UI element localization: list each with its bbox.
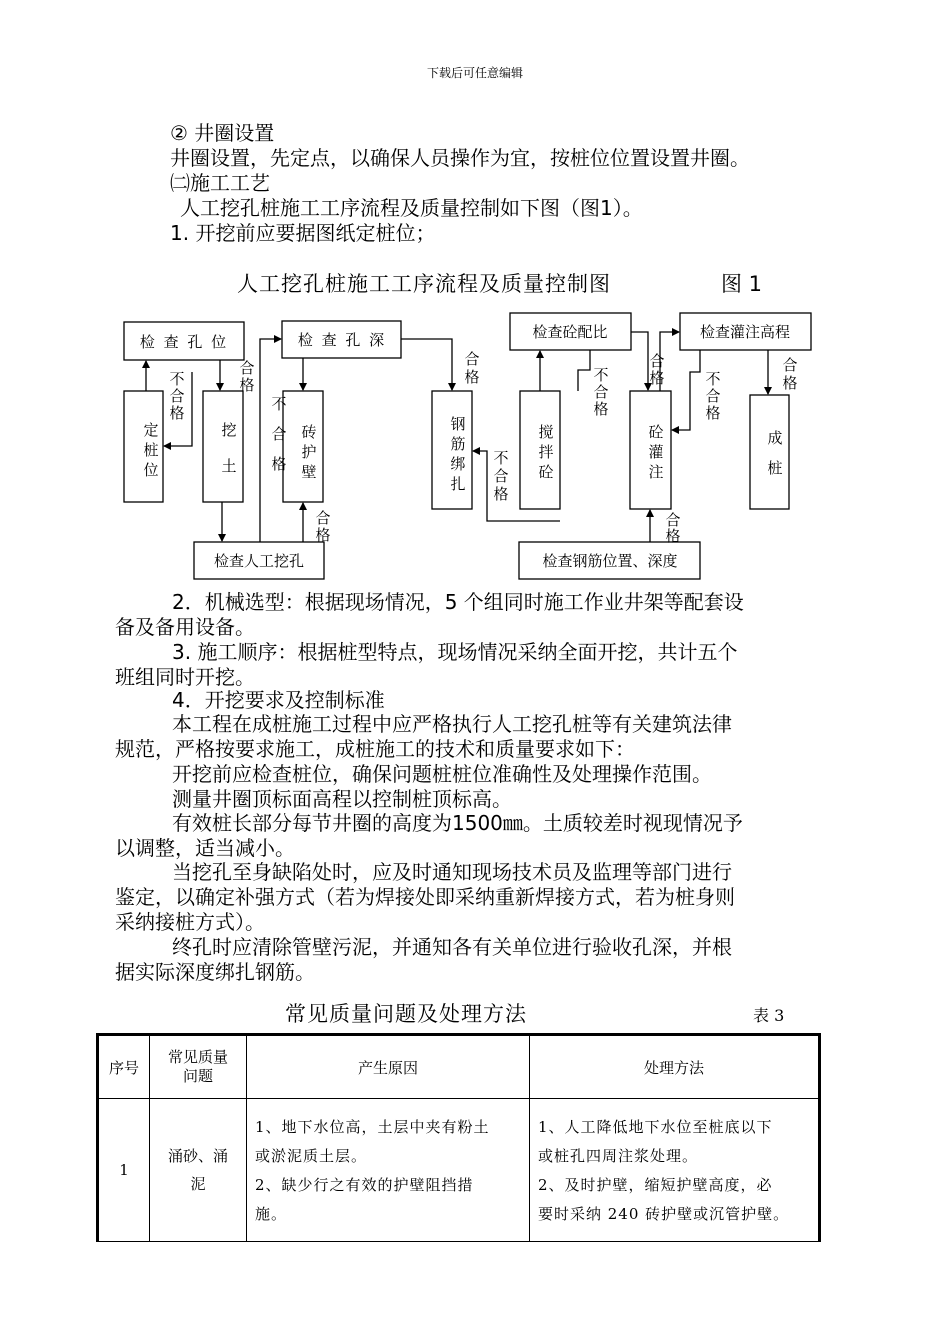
text-wall-1: 砖 (301, 423, 317, 441)
arrow-depth-pass-to-rebar (401, 339, 452, 390)
box-mix-concrete (520, 391, 560, 509)
arrow-rebar-check-fail-to-rebar (473, 451, 560, 521)
cell-solution-line3: 2、及时护壁，缩短护壁高度，必 (538, 1176, 773, 1194)
text-check-rebar-position: 检查钢筋位置、深度 (542, 552, 678, 570)
para-machine-selection-cont: 备及备用设备。 (115, 615, 255, 639)
cell-cause-line2: 或淤泥质土层。 (255, 1147, 368, 1165)
text-check-hole-depth: 检 查 孔 深 (297, 331, 387, 349)
para-machine-selection: 2．机械选型：根据现场情况，5 个组同时施工作业井架等配套设 (172, 590, 744, 614)
table-row (98, 1099, 820, 1242)
box-check-rebar-position (519, 542, 700, 579)
para-defect: 当挖孔至身缺陷处时，应及时通知现场技术员及监理等部门进行 (172, 860, 732, 884)
para-construction-order-cont: 班组同时开挖。 (115, 665, 255, 689)
box-dig-soil (203, 391, 243, 502)
label-pass-f-1: 合 (665, 511, 681, 529)
arrow-elev-fail-to-pour (672, 350, 700, 430)
box-check-hole-position (124, 322, 244, 360)
text-dig-1: 挖 (221, 421, 237, 439)
para-excavation-heading: 4．开挖要求及控制标准 (172, 688, 385, 712)
table-header-row (98, 1035, 820, 1099)
box-pour-concrete (630, 391, 671, 509)
label-fail-b-2: 合 (271, 425, 287, 443)
label-fail-a-3: 格 (169, 404, 185, 422)
cell-solution (530, 1099, 820, 1242)
para-process-intro: 人工挖孔桩施工工序流程及质量控制如下图（图1）。 (180, 196, 643, 220)
text-rebar-1: 钢 (450, 415, 466, 433)
label-fail-e-1: 不 (705, 370, 721, 388)
para-step-1: 1. 开挖前应要据图纸定桩位； (170, 221, 436, 245)
arrow-pour-to-check-elev (660, 332, 679, 391)
para-defect-cont2: 采纳接桩方式）。 (115, 910, 265, 934)
text-check-mix-ratio: 检查砼配比 (532, 323, 608, 341)
text-check-manual-hole: 检查人工挖孔 (213, 552, 305, 570)
label-pass-b-1: 合 (315, 509, 331, 527)
header-problem-line2: 问题 (182, 1067, 213, 1085)
header-cause: 产生原因 (247, 1035, 530, 1099)
label-pass-e-1: 合 (782, 356, 798, 374)
box-check-hole-depth (282, 321, 401, 358)
box-check-mix-ratio (510, 313, 631, 350)
table-title: 常见质量问题及处理方法 (285, 1002, 527, 1026)
label-pass-e-2: 格 (782, 374, 798, 392)
para-process-heading: ㈡施工工艺 (170, 171, 270, 195)
para-check-pile: 开挖前应检查桩位，确保问题桩桩位准确性及处理操作范围。 (172, 762, 712, 786)
cell-solution-line4: 要时采纳 240 砖护壁或沉管护壁。 (538, 1205, 790, 1223)
text-finish-1: 成 (767, 429, 783, 447)
para-final-hole: 终孔时应清除管壁污泥，并通知各有关单位进行验收孔深，并根 (172, 935, 732, 959)
text-rebar-2: 筋 (450, 435, 466, 453)
box-check-manual-hole (194, 542, 324, 579)
cell-cause-line4: 施。 (255, 1205, 288, 1223)
label-fail-e-3: 格 (705, 404, 721, 422)
arrow-dig-fail-to-fix (164, 372, 192, 446)
arrow-check-mix-fail-to-mix (578, 350, 590, 391)
para-well-ring-body: 井圈设置，先定点，以确保人员操作为宜，按桩位位置设置井圈。 (170, 146, 750, 170)
text-check-pour-elevation: 检查灌注高程 (699, 323, 791, 341)
text-rebar-3: 绑 (450, 455, 466, 473)
para-construction-order: 3. 施工顺序：根据桩型特点，现场情况采纳全面开挖，共计五个 (172, 640, 738, 664)
label-pass-f-2: 格 (665, 527, 681, 545)
figure-label: 图 1 (721, 272, 763, 296)
header-problem-line1: 常见质量 (167, 1048, 228, 1066)
label-fail-d-1: 不 (593, 366, 609, 384)
cell-problem-line1: 涌砂、涌 (167, 1147, 228, 1165)
para-measure-elevation: 测量井圈顶标面高程以控制桩顶标高。 (172, 787, 512, 811)
label-fail-b-1: 不 (271, 395, 287, 413)
text-wall-3: 壁 (301, 463, 317, 481)
text-rebar-4: 扎 (450, 475, 466, 493)
table-number: 表 3 (753, 1006, 785, 1025)
text-pour-1: 砼 (648, 423, 664, 441)
cell-cause (247, 1099, 530, 1242)
label-fail-a-1: 不 (169, 370, 185, 388)
cell-solution-line2: 或桩孔四周注浆处理。 (538, 1147, 699, 1165)
para-defect-cont: 鉴定，以确定补强方式（若为焊接处即采纳重新焊接方式，若为桩身则 (115, 885, 735, 909)
box-finish-pile (750, 395, 789, 509)
label-pass-c-1: 合 (464, 350, 480, 368)
para-requirements-cont: 规范，严格按要求施工，成桩施工的技术和质量要求如下： (115, 737, 635, 761)
text-pour-3: 注 (648, 463, 664, 481)
text-mix-3: 砼 (538, 463, 554, 481)
box-rebar-binding (432, 391, 472, 509)
para-ring-height-cont: 以调整，适当减小。 (115, 836, 295, 860)
label-fail-c-2: 合 (493, 467, 509, 485)
header-problem (150, 1035, 247, 1099)
cell-no: 1 (98, 1099, 150, 1242)
text-wall-2: 护 (301, 443, 317, 461)
header-no: 序号 (98, 1035, 150, 1099)
text-fix-3: 位 (143, 461, 159, 479)
para-well-ring-heading: ② 井圈设置 (170, 121, 275, 145)
cell-cause-line1: 1、地下水位高，土层中夹有粉土 (255, 1118, 490, 1136)
label-pass-d-2: 格 (649, 369, 665, 387)
label-pass-a-1: 合 (239, 359, 255, 377)
label-fail-c-1: 不 (493, 449, 509, 467)
text-finish-2: 桩 (767, 459, 783, 477)
arrow-manual-fail-to-check-depth (260, 339, 281, 542)
label-fail-d-2: 合 (593, 383, 609, 401)
cell-problem-line2: 泥 (190, 1175, 206, 1193)
header-solution: 处理方法 (530, 1035, 820, 1099)
label-pass-b-2: 格 (315, 526, 331, 544)
text-mix-2: 拌 (538, 443, 554, 461)
label-pass-d-1: 合 (649, 352, 665, 370)
arrow-check-mix-to-pour (631, 332, 648, 390)
label-fail-d-3: 格 (593, 400, 609, 418)
label-pass-c-2: 格 (464, 368, 480, 386)
page-header: 下载后可任意编辑 (426, 66, 523, 80)
text-fix-2: 桩 (143, 441, 159, 459)
text-fix-1: 定 (143, 421, 159, 439)
cell-problem (150, 1099, 247, 1242)
para-ring-height: 有效桩长部分每节井圈的高度为1500㎜。土质较差时视现情况予 (172, 811, 743, 835)
label-fail-a-2: 合 (169, 387, 185, 405)
label-pass-a-2: 格 (239, 376, 255, 394)
label-fail-e-2: 合 (705, 387, 721, 405)
text-check-hole-position: 检 查 孔 位 (139, 333, 229, 351)
figure-title: 人工挖孔桩施工工序流程及质量控制图 (237, 272, 611, 296)
text-dig-2: 土 (221, 457, 237, 475)
cell-cause-line3: 2、缺少行之有效的护壁阻挡措 (255, 1176, 474, 1194)
text-pour-2: 灌 (648, 443, 664, 461)
para-requirements: 本工程在成桩施工过程中应严格执行人工挖孔桩等有关建筑法律 (172, 712, 732, 736)
para-final-hole-cont: 据实际深度绑扎钢筋。 (115, 960, 315, 984)
box-check-pour-elevation (680, 313, 811, 350)
quality-issues-table (96, 1033, 821, 1242)
label-fail-b-3: 格 (271, 455, 287, 473)
label-fail-c-3: 格 (493, 485, 509, 503)
box-fix-pile-position (124, 391, 163, 502)
text-mix-1: 搅 (538, 423, 554, 441)
cell-solution-line1: 1、人工降低地下水位至桩底以下 (538, 1118, 773, 1136)
box-brick-wall (283, 391, 323, 502)
